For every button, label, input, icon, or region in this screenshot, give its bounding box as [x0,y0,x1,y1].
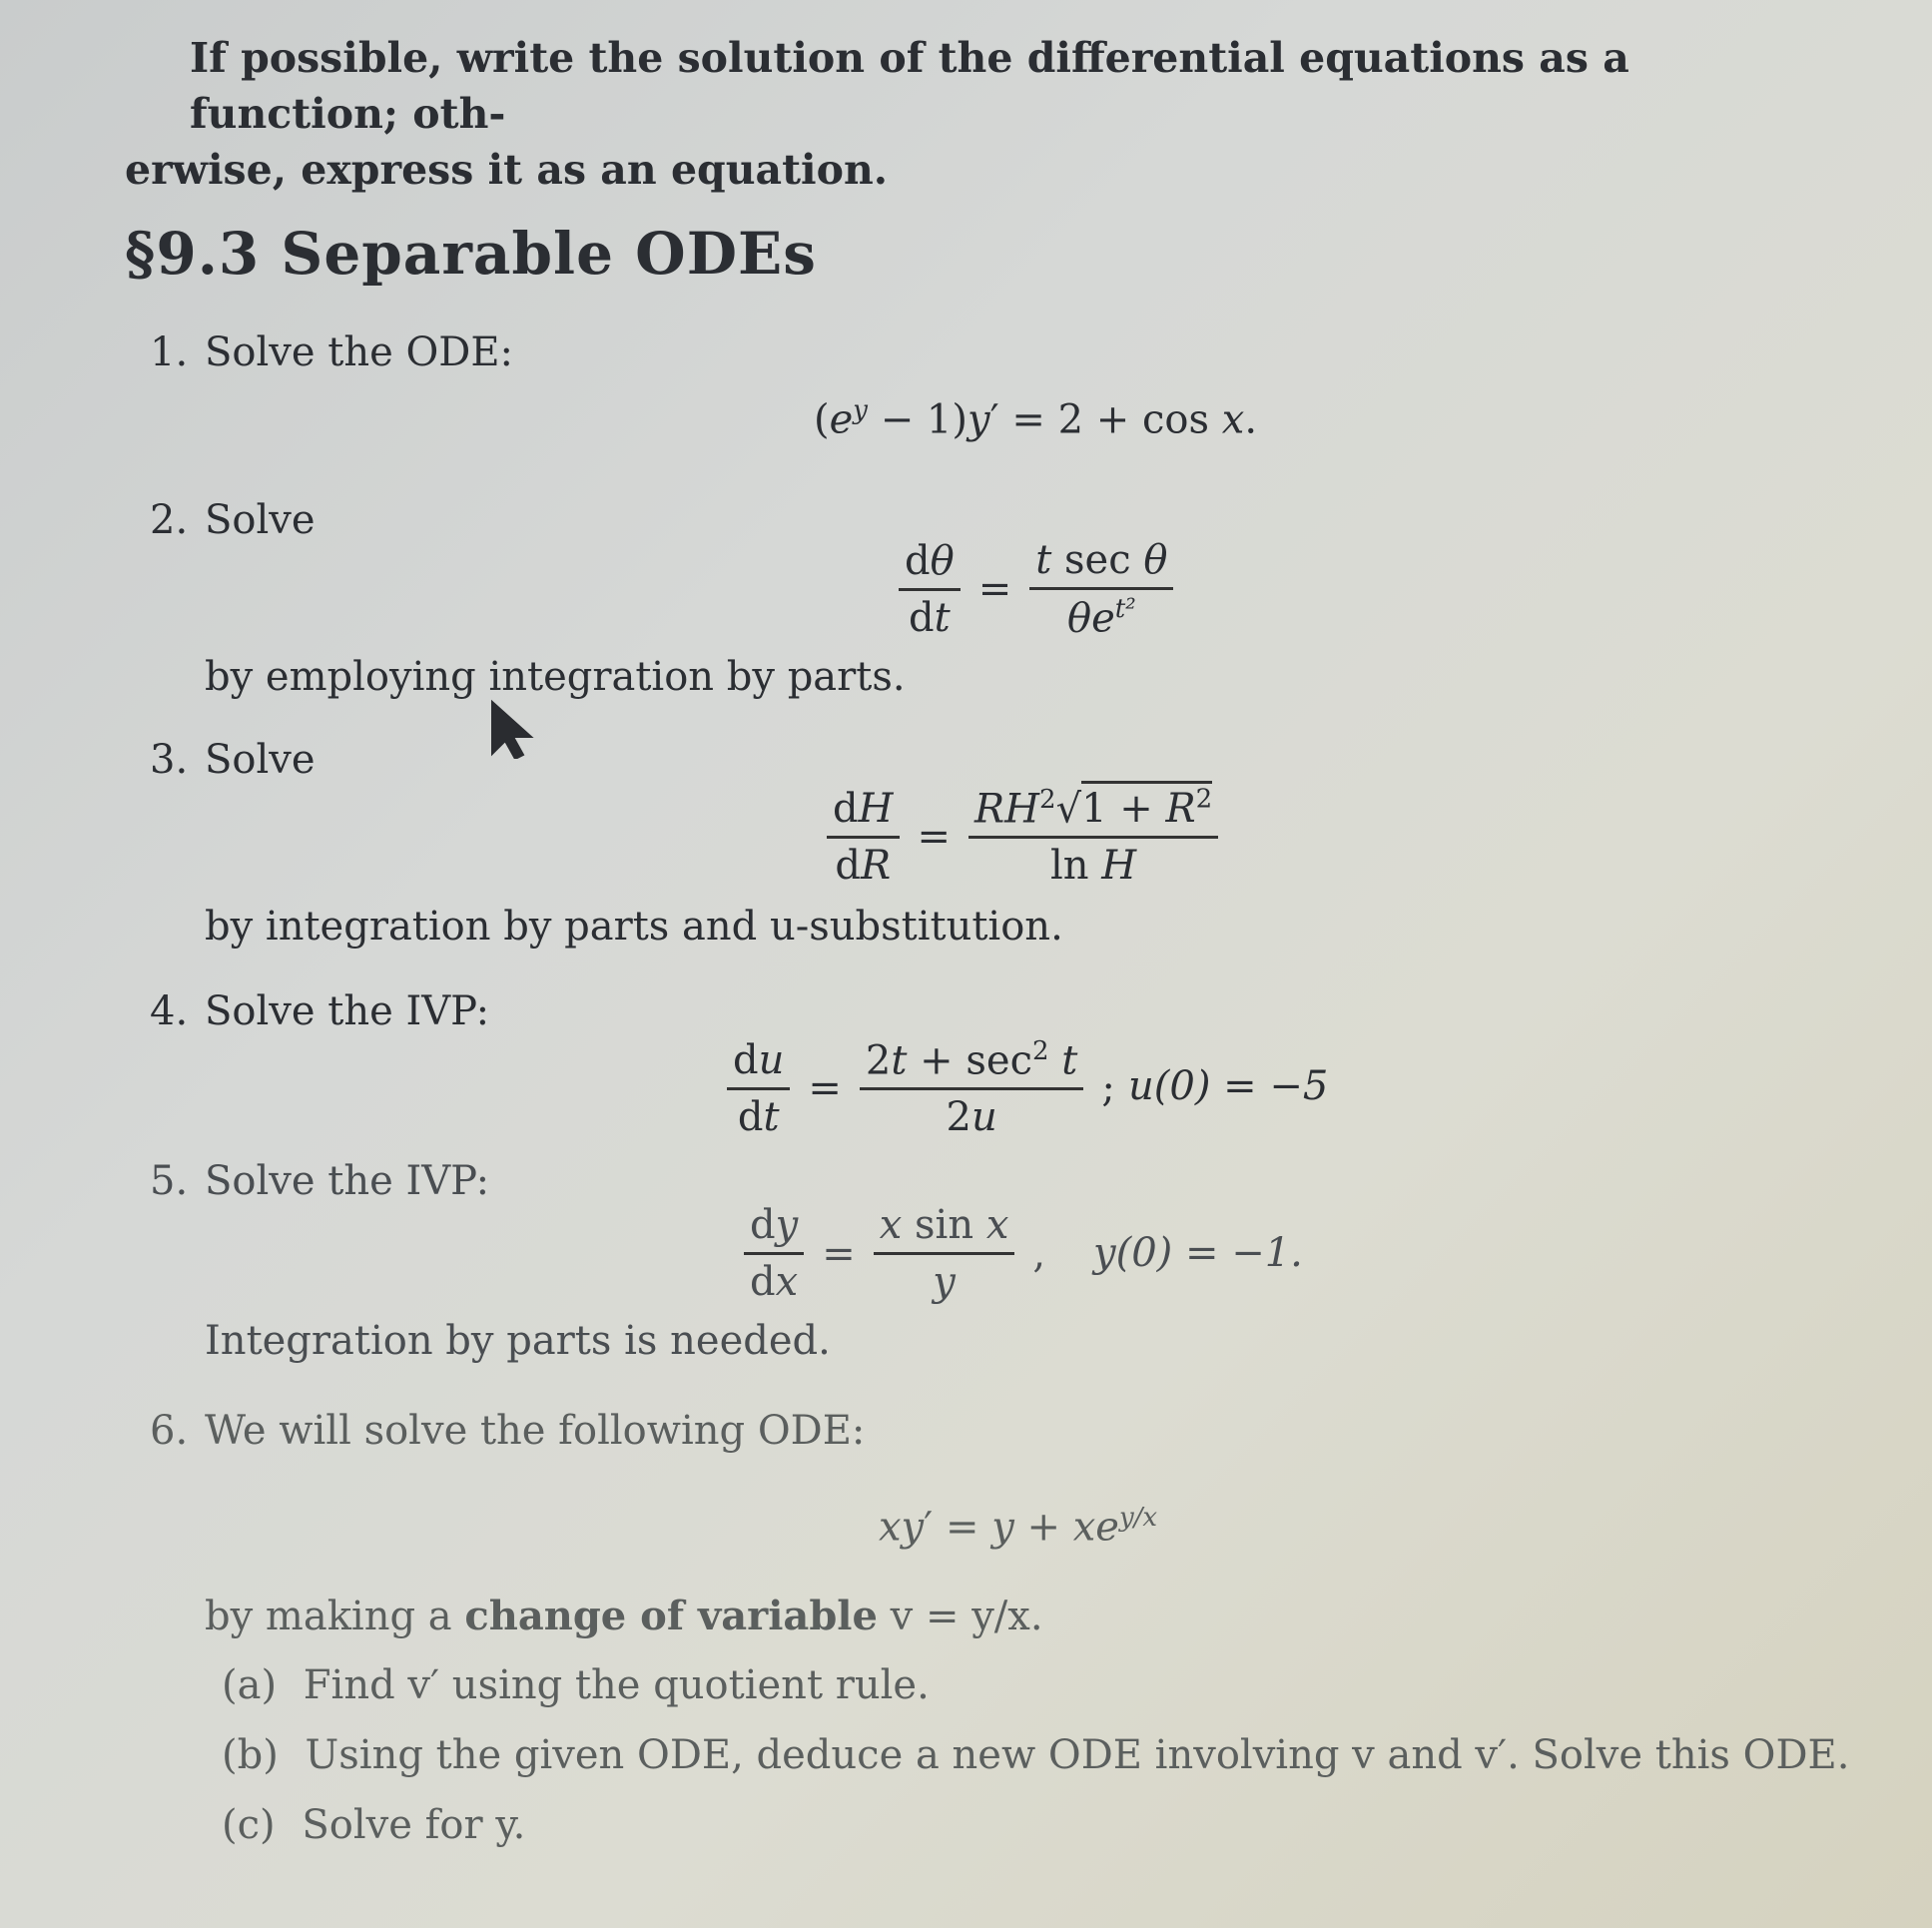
problem-5-equation: $\frac{dy}{dx}$ = $\frac{\text{x sin x}}{y}$ , [744,1202,1045,1305]
instructions-line-1: If possible, write the solution of the differential equations as a function; oth- [190,34,1629,138]
problem-1-text: Solve the ODE: [205,329,514,375]
problem-3-note: by integration by parts and u-substitution. [205,904,1063,950]
problem-4-equation: $\frac{du}{dt}$ = $\frac{2t + \sec^2 t}{2u}$ ; [727,1036,1115,1140]
part-b-text: Using the given ODE, deduce a new ODE involving v and v′. Solve this ODE. [305,1732,1850,1778]
problem-6-part-b [222,1732,1849,1778]
instructions [125,30,1842,198]
mouse-cursor-icon [487,699,547,759]
instructions-line-2: erwise, express it as an equation. [125,146,889,194]
part-c-label: (c) [222,1802,276,1848]
problem-5-condition: y(0) = −1. [1093,1230,1303,1276]
problem-2-note: by employing integration by parts. [205,654,906,700]
problem-6-number: 6. [150,1408,189,1454]
problem-4-text: Solve the IVP: [205,988,490,1034]
problem-3-text: Solve [205,737,316,783]
section-title: §9.3 Separable ODEs [125,220,817,288]
problem-3-number: 3. [150,737,189,783]
problem-4-condition: u(0) = −5 [1128,1063,1329,1109]
problem-2-text: Solve [205,497,316,543]
part-b-label: (b) [222,1732,279,1778]
problem-6-part-c [222,1802,525,1848]
problem-1-equation: $(e^y - 1)y' = 2 + \cos x$. [814,395,1258,443]
problem-6-part-a [222,1662,930,1708]
problem-4-number: 4. [150,988,189,1034]
change-of-variable-term: change of variable [464,1593,878,1639]
problem-6-note-suffix: v = y/x. [877,1594,1043,1639]
problem-6-note-prefix: by making a [205,1594,465,1639]
problem-5-text: Solve the IVP: [205,1158,490,1204]
problem-6-note [205,1593,1043,1639]
part-c-text: Solve for y. [302,1802,526,1848]
problem-6-equation: $xy' = y + xe^{y/x}$ [879,1503,1158,1551]
problem-5-note: Integration by parts is needed. [205,1318,831,1364]
problem-6-text: We will solve the following ODE: [205,1408,866,1454]
problem-5-number: 5. [150,1158,189,1204]
part-a-label: (a) [222,1662,278,1708]
problem-2-number: 2. [150,497,189,543]
problem-1-number: 1. [150,329,189,375]
problem-2-equation: $\frac{d\theta}{dt}$ = $\frac{\text{t sec θ}}{\theta e^{t^2}}$ [899,537,1173,641]
problem-3-equation: $\frac{dH}{dR}$ = $\frac{RH^2√1 + R^2}{\text{ln H}}$ [827,785,1218,889]
part-a-text: Find v′ using the quotient rule. [303,1662,930,1708]
